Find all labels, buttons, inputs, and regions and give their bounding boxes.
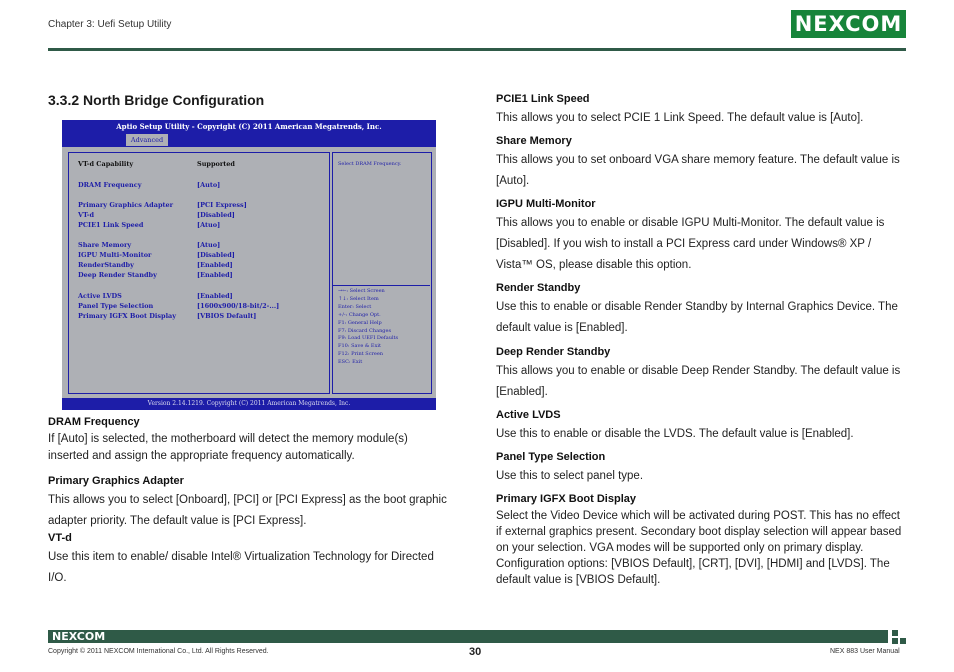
- item-heading: Share Memory: [496, 135, 572, 147]
- item-heading: Active LVDS: [496, 409, 561, 421]
- bios-option-value: [Enabled]: [197, 271, 233, 279]
- bios-hotkey: F10: Save & Exit: [338, 343, 382, 350]
- section-title: 3.3.2 North Bridge Configuration: [48, 92, 265, 108]
- item-description: This allows you to select [Onboard], [PCI] or [PCI Express] as the boot graphic adapter priority. The default value is [PCI Express].: [48, 494, 447, 527]
- bios-option-label: RenderStandby: [78, 261, 134, 269]
- bios-option-value: [VBIOS Default]: [197, 312, 257, 320]
- bios-option-value: [Enabled]: [197, 292, 233, 300]
- bios-hotkey: Enter: Select: [338, 303, 372, 310]
- bios-hotkey: ↑↓: Select Item: [338, 295, 379, 302]
- bios-help-panel: [332, 152, 432, 394]
- chapter-label: Chapter 3: Uefi Setup Utility: [48, 19, 172, 30]
- bios-hotkey: +/-: Change Opt.: [338, 311, 381, 318]
- bios-hotkey: →←: Select Screen: [338, 288, 385, 294]
- item-description: Use this to enable or disable Render Standby by Internal Graphics Device. The default value is [Enabled].: [496, 301, 898, 334]
- item-description: Use this item to enable/ disable Intel® Virtualization Technology for Directed I/O.: [48, 551, 434, 584]
- item-heading: Deep Render Standby: [496, 346, 611, 358]
- item-heading: DRAM Frequency: [48, 416, 140, 428]
- footer-square: [892, 630, 898, 636]
- bios-help-divider: [332, 285, 430, 286]
- bios-hotkey: F1: General Help: [338, 319, 382, 326]
- bios-tabbar: [62, 133, 436, 147]
- item-description: This allows you to select PCIE 1 Link Speed. The default value is [Auto].: [496, 112, 864, 124]
- bios-title: Aptio Setup Utility - Copyright (C) 2011 American Megatrends, Inc.: [62, 120, 436, 133]
- bios-option-value: [1600x900/18-bit/2-...]: [197, 302, 280, 310]
- bios-footer: Version 2.14.1219. Copyright (C) 2011 American Megatrends, Inc.: [62, 398, 436, 410]
- bios-option-value: [Atuo]: [197, 221, 221, 229]
- bios-option-value: [Disabled]: [197, 251, 235, 259]
- item-description: If [Auto] is selected, the motherboard will detect the memory module(s) inserted and assign the appropriate frequency automatically.: [48, 433, 408, 462]
- bios-option-label: VT-d Capability: [78, 160, 134, 168]
- bios-option-label: DRAM Frequency: [78, 181, 142, 189]
- bios-help-text: Select DRAM Frequency.: [338, 161, 402, 167]
- bios-option-value: [PCI Express]: [197, 201, 247, 209]
- item-heading: IGPU Multi-Monitor: [496, 198, 596, 210]
- bios-option-label: Panel Type Selection: [78, 302, 154, 310]
- bios-hotkey: F7: Discard Changes: [338, 327, 392, 334]
- item-heading: VT-d: [48, 532, 72, 544]
- item-description: This allows you to set onboard VGA share memory feature. The default value is [Auto].: [496, 154, 900, 187]
- manual-name: NEX 883 User Manual: [830, 648, 900, 655]
- page-number: 30: [469, 646, 482, 658]
- item-heading: Primary Graphics Adapter: [48, 475, 184, 487]
- bios-option-value: [Enabled]: [197, 261, 233, 269]
- item-description: This allows you to enable or disable IGPU Multi-Monitor. The default value is [Disabled]. If you wish to install a PCI Express card under Windows® XP / Vista™ OS, please disable this option.: [496, 217, 885, 271]
- bios-option-value: [Disabled]: [197, 211, 235, 219]
- bios-hotkey: F12: Print Screen: [338, 351, 384, 358]
- bios-option-label: VT-d: [78, 211, 95, 219]
- bios-option-label: IGPU Multi-Monitor: [78, 251, 152, 259]
- item-heading: Panel Type Selection: [496, 451, 606, 463]
- item-heading: Render Standby: [496, 282, 581, 294]
- header-rule: [48, 48, 906, 51]
- bios-option-label: Active LVDS: [78, 292, 122, 300]
- bios-hotkey: ESC: Exit: [338, 359, 363, 366]
- footer-square: [900, 638, 906, 644]
- bios-hotkey: F9: Load UEFI Defaults: [338, 335, 399, 342]
- item-description: Use this to enable or disable the LVDS. The default value is [Enabled].: [496, 428, 854, 440]
- item-description: Use this to select panel type.: [496, 470, 644, 482]
- nexcom-logo: NEXCOM: [791, 10, 906, 38]
- bios-option-label: Share Memory: [78, 241, 132, 249]
- bios-option-label: Deep Render Standby: [78, 271, 157, 279]
- bios-option-value: [Atuo]: [197, 241, 221, 249]
- bios-screenshot: [62, 120, 436, 410]
- footer-bar: [48, 630, 888, 643]
- item-description: This allows you to enable or disable Deep Render Standby. The default value is [Enabled].: [496, 365, 901, 398]
- bios-option-value: Supported: [197, 160, 235, 168]
- bios-tab-advanced: Advanced: [126, 134, 168, 146]
- copyright: Copyright © 2011 NEXCOM International Co., Ltd. All Rights Reserved.: [48, 648, 269, 655]
- bios-option-label: Primary Graphics Adapter: [78, 201, 174, 209]
- item-heading: Primary IGFX Boot Display: [496, 493, 636, 505]
- item-heading: PCIE1 Link Speed: [496, 93, 590, 105]
- item-description: Select the Video Device which will be activated during POST. This has no effect if external graphics present. Secondary boot display selection will appear based on your selection. VGA modes will be supported only on primary display. Configuration options: [VBIOS Default], [CRT], [DVI], [HDMI] and [LVDS]. The default value is [VBIOS Default].: [496, 510, 902, 586]
- footer-square: [892, 638, 898, 644]
- bios-option-label: Primary IGFX Boot Display: [78, 312, 177, 320]
- bios-option-label: PCIE1 Link Speed: [78, 221, 144, 229]
- bios-option-value: [Auto]: [197, 181, 221, 189]
- footer-logo: NEXCOM: [52, 630, 106, 643]
